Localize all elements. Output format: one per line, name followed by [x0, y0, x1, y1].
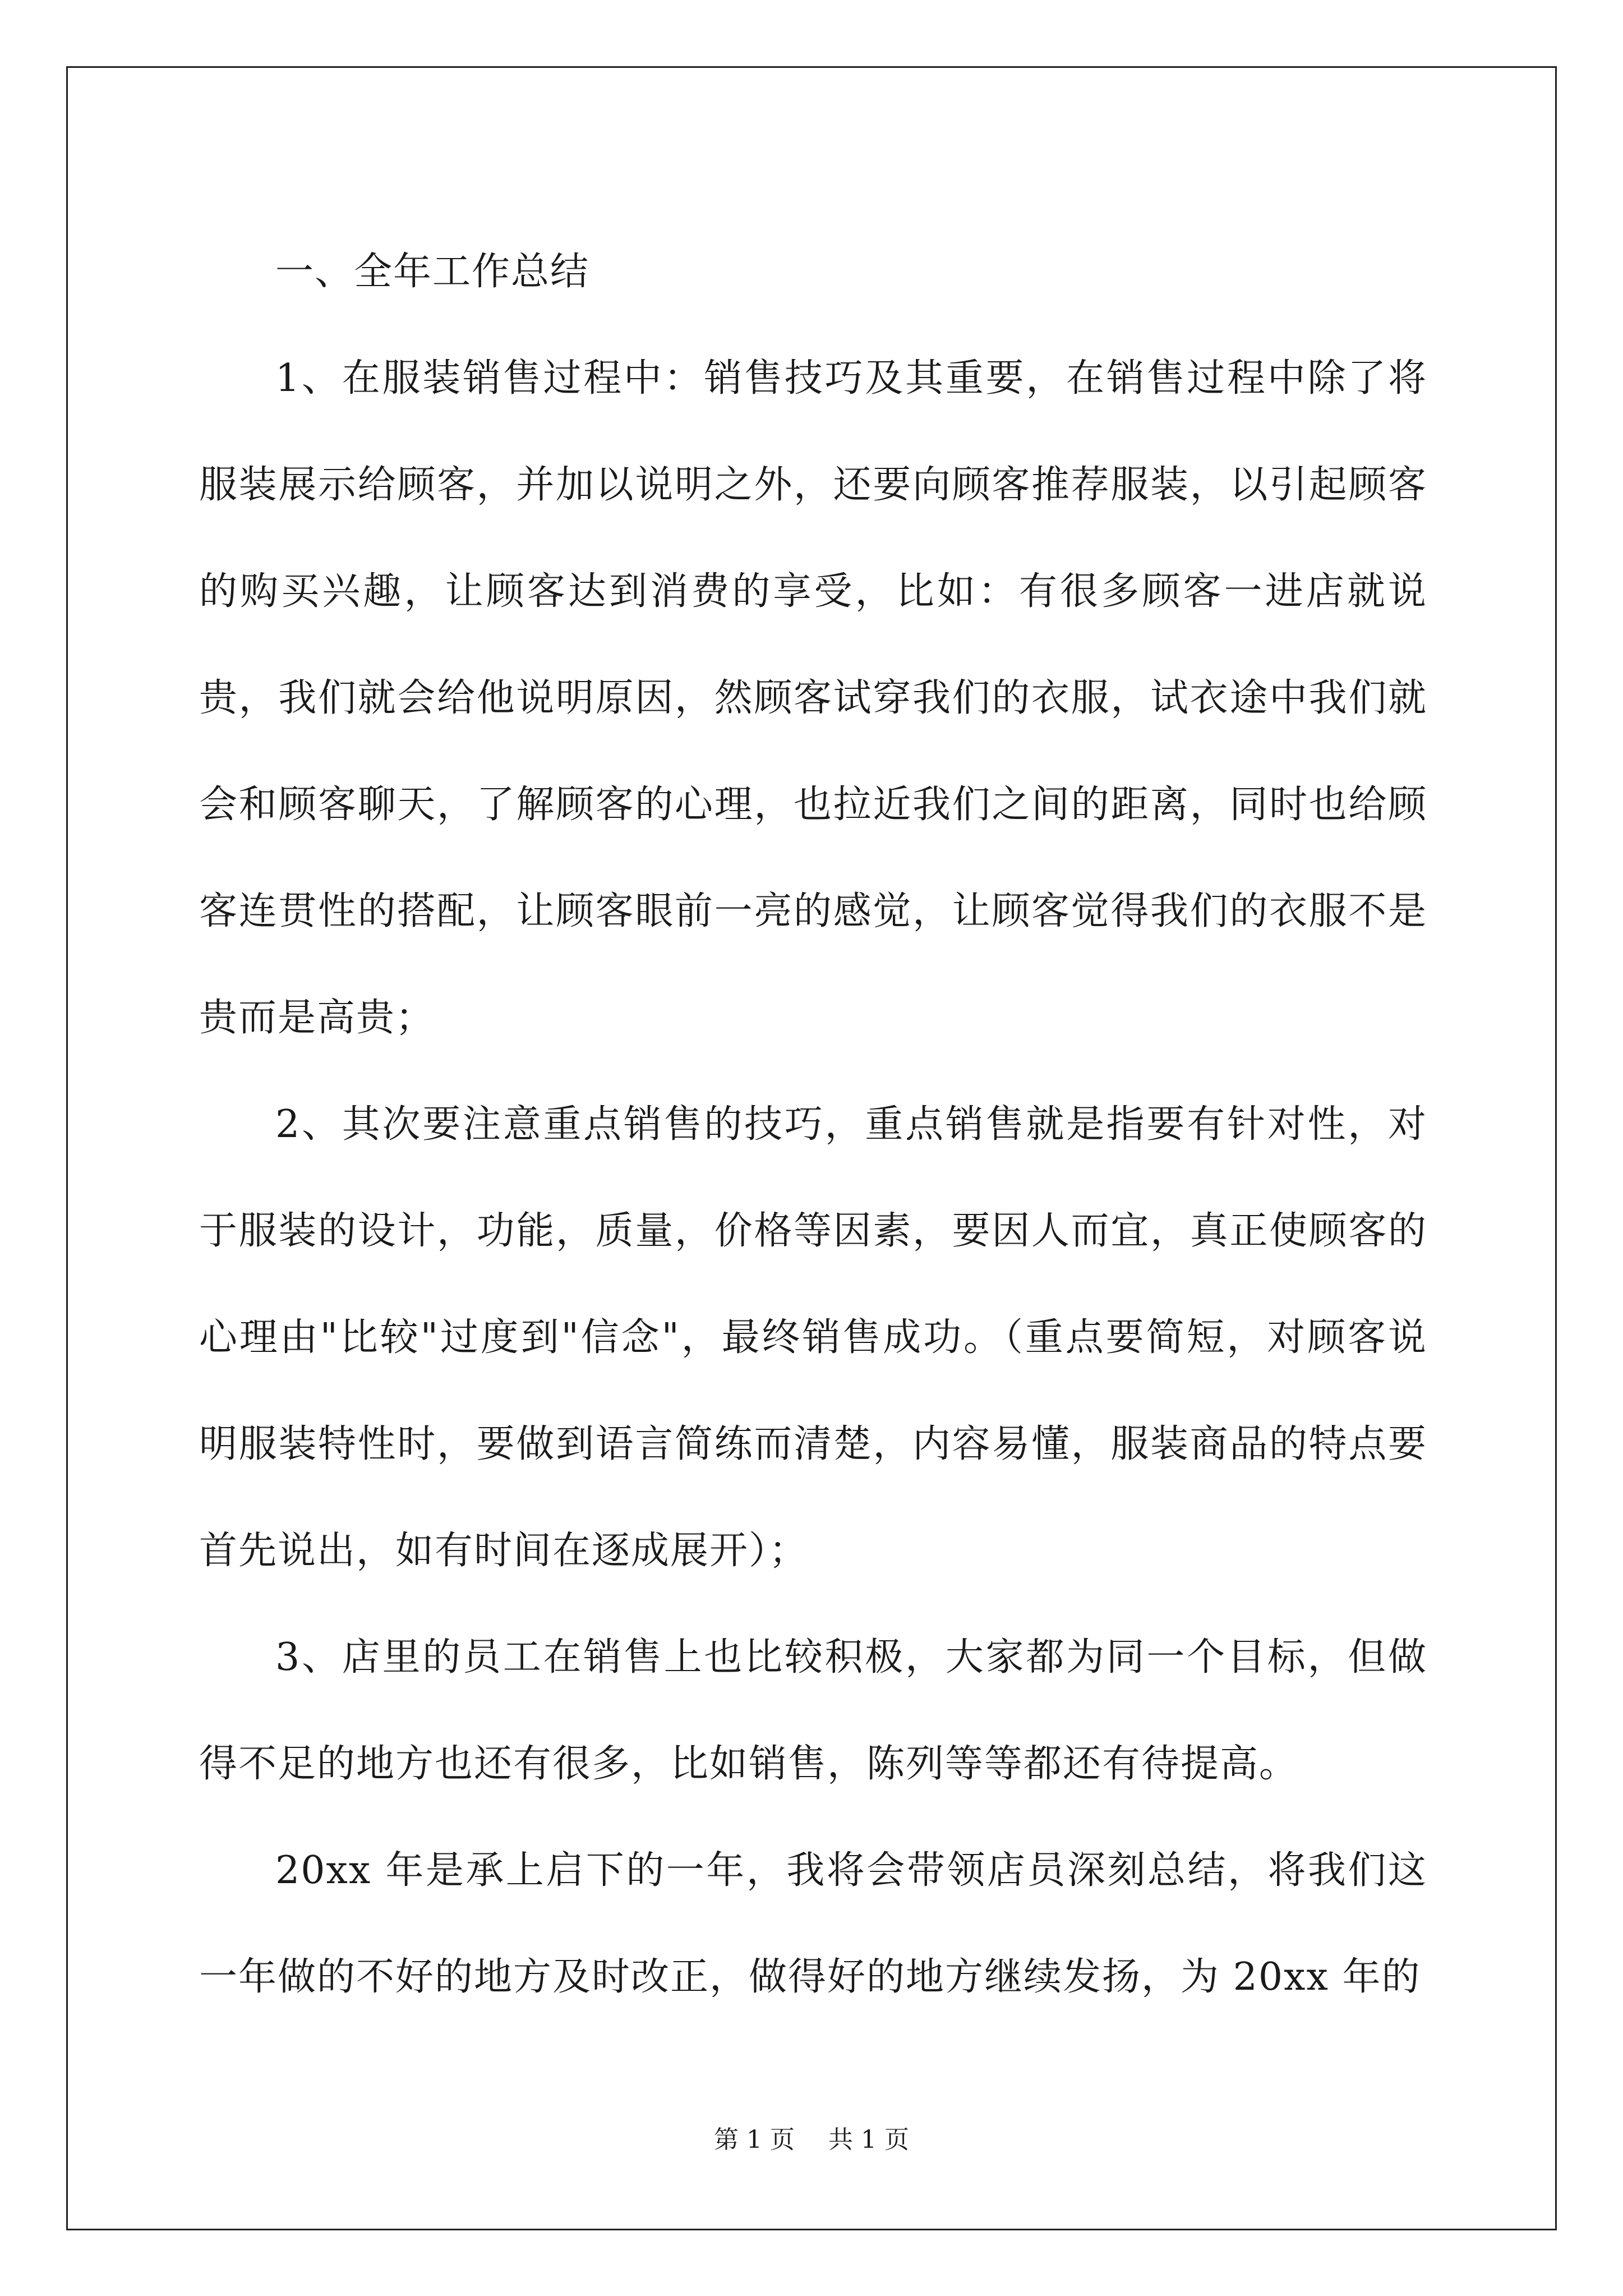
- paragraph-2: 2、其次要注意重点销售的技巧，重点销售就是指要有针对性，对于服装的设计，功能，质量，价格等因素，要因人而宜，真正使顾客的心理由"比较"过度到"信念"，最终销售成功。（重点要简短，对顾客说明服装特性时，要做到语言简练而清楚，内容易懂，服装商品的特点要首先说出，如有时间在逐成展开）；: [199, 1102, 1427, 1573]
- page-number: 第 1 页: [714, 2125, 795, 2154]
- paragraph-4: 20xx 年是承上启下的一年，我将会带领店员深刻总结，将我们这一年做的不好的地方及时改正，做得好的地方继续发扬，为 20xx 年的: [199, 1848, 1427, 1999]
- page-total: 共 1 页: [828, 2125, 909, 2154]
- paragraph-3: 3、店里的员工在销售上也比较积极，大家都为同一个目标，但做得不足的地方也还有很多，比如销售，陈列等等都还有待提高。: [199, 1635, 1427, 1786]
- paragraph-1: 1、在服装销售过程中：销售技巧及其重要，在销售过程中除了将服装展示给顾客，并加以说明之外，还要向顾客推荐服装，以引起顾客的购买兴趣，让顾客达到消费的享受，比如：有很多顾客一进店就说贵，我们就会给他说明原因，然顾客试穿我们的衣服，试衣途中我们就会和顾客聊天，了解顾客的心理，也拉近我们之间的距离，同时也给顾客连贯性的搭配，让顾客眼前一亮的感觉，让顾客觉得我们的衣服不是贵而是高贵；: [199, 356, 1427, 1040]
- document-body: [199, 219, 1427, 2031]
- section-heading: 一、全年工作总结: [275, 250, 590, 294]
- page-footer: [0, 2123, 1623, 2157]
